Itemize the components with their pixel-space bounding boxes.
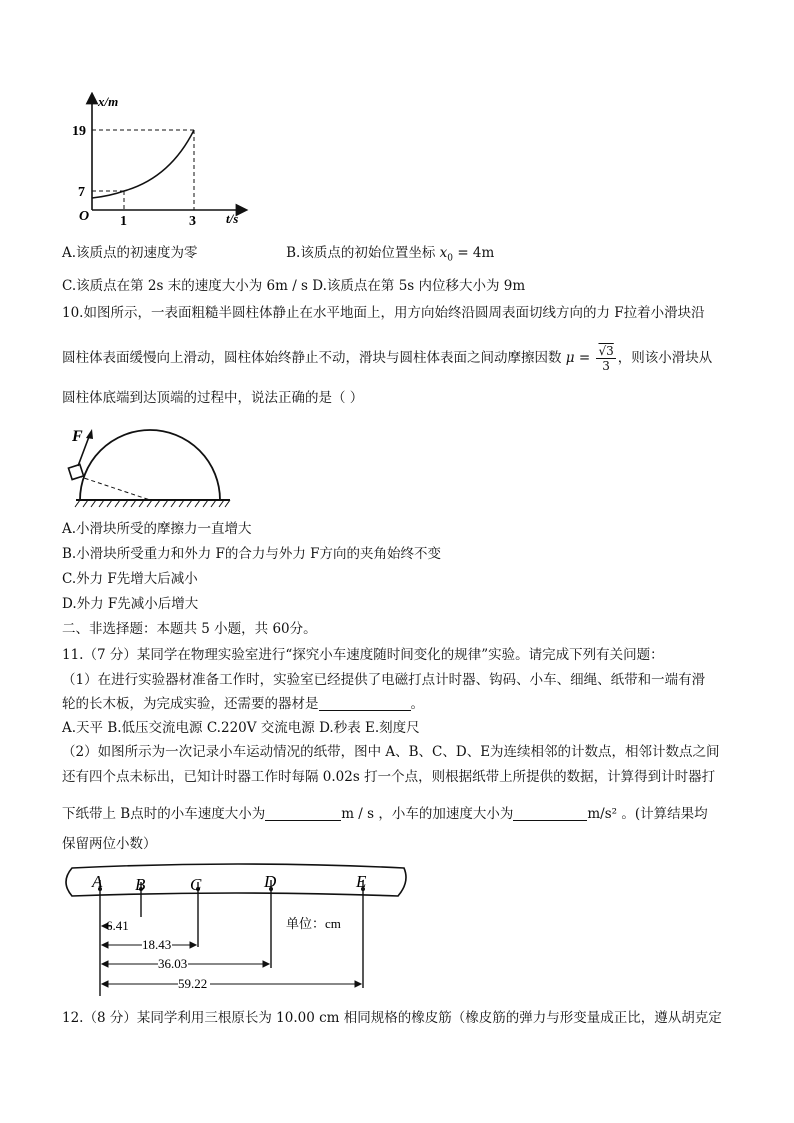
distance-ad: 36.03	[158, 956, 188, 971]
q9-option-d: D.该质点在第 5s 内位移大小为 9m	[312, 278, 526, 294]
mu-fraction: $\frac{√3}{3}$	[598, 344, 614, 373]
q11-line-6: 还有四个点未标出，已知计时器工作时每隔 0.02s 打一个点，则根据纸带上所提供的数据，计算得到计时器打	[62, 769, 716, 785]
answer-blank-3[interactable]	[513, 806, 587, 821]
q10-line-1: 10.如图所示，一表面粗糙半圆柱体静止在水平地面上，用方向始终沿圆周表面切线方向的力 F拉着小滑块沿	[62, 305, 705, 321]
q10-line-3: 圆柱体底端到达顶端的过程中，说法正确的是（ ）	[62, 390, 364, 406]
point-a: A	[92, 872, 103, 891]
tape-ticks	[100, 880, 363, 996]
q12-line-1: 12.（8 分）某同学利用三根原长为 10.00 cm 相同规格的橡皮筋（橡皮筋的弹力与形变量成正比，遵从胡克定	[62, 1010, 722, 1026]
q11-line-3: 轮的长木板，为完成实验，还需要的器材是 。	[62, 696, 424, 712]
y-axis-label: x/m	[98, 94, 119, 109]
q11-line-8: 保留两位小数）	[62, 836, 157, 852]
answer-blank-1[interactable]	[319, 696, 411, 711]
q9-option-c: C.该质点在第 2s 末的速度大小为 6m / s	[62, 278, 308, 294]
mu-symbol: μ =	[565, 350, 591, 366]
q11-line-1: 11.（7 分）某同学在物理实验室进行“探究小车速度随时间变化的规律”实验。请完成下列有关问题：	[62, 647, 664, 663]
q9-option-row-2	[62, 276, 525, 296]
q11-options: A.天平 B.低压交流电源 C.220V 交流电源 D.秒表 E.刻度尺	[62, 720, 420, 736]
point-e: E	[356, 872, 367, 891]
x-axis-label: t/s	[226, 211, 239, 226]
q10-line-2: 圆柱体表面缓慢向上滑动，圆柱体始终静止不动，滑块与圆柱体表面之间动摩擦因数 μ = $\frac{√3}{3}$ ，则该小滑块从	[62, 344, 713, 373]
q9-option-a: A.该质点的初速度为零	[62, 245, 198, 261]
point-c: C	[190, 875, 202, 894]
distance-ab: 6.41	[106, 918, 129, 933]
slider-block	[68, 464, 83, 479]
force-label: F	[72, 428, 83, 445]
unit-label: 单位：cm	[286, 916, 341, 931]
q9-option-row-1	[62, 243, 494, 269]
q9-option-b: B.该质点的初始位置坐标 $x_0 = 4m$	[286, 245, 495, 264]
semicircle	[80, 430, 220, 500]
q11-line-7: 下纸带上 B点时的小车速度大小为 m / s ，小车的加速度大小为 m/s² 。(计算结果均	[62, 806, 708, 822]
force-arrowhead	[86, 429, 93, 439]
y-tick-7: 7	[78, 185, 85, 200]
section-2-heading: 二、非选择题：本题共 5 小题，共 60分。	[62, 621, 317, 637]
radius-dashed	[78, 476, 150, 500]
x-t-graph	[70, 92, 260, 232]
answer-blank-2[interactable]	[265, 806, 341, 821]
q10-option-d: D.外力 F先减小后增大	[62, 596, 199, 612]
tape-outline	[66, 864, 406, 896]
distance-ae: 59.22	[178, 976, 208, 991]
ground-hatch	[75, 500, 230, 507]
measure-arrows	[102, 923, 361, 987]
q10-option-c: C.外力 F先增大后减小	[62, 571, 198, 587]
q11-line-2: （1）在进行实验器材准备工作时，实验室已经提供了电磁打点计时器、钩码、小车、细绳、纸带和一端有滑	[62, 672, 706, 688]
q10-option-b: B.小滑块所受重力和外力 F的合力与外力 F方向的夹角始终不变	[62, 546, 442, 562]
x-tick-1: 1	[120, 214, 127, 229]
distance-ac: 18.43	[142, 937, 172, 952]
q11-line-5: （2）如图所示为一次记录小车运动情况的纸带，图中 A、B、C、D、E为连续相邻的计数点，相邻计数点之间	[62, 744, 720, 760]
origin-label: O	[79, 209, 90, 224]
point-d: D	[264, 872, 277, 891]
semicylinder-figure	[64, 420, 244, 512]
q10-option-a: A.小滑块所受的摩擦力一直增大	[62, 521, 252, 537]
paper-tape-figure	[58, 860, 418, 1000]
y-tick-19: 19	[72, 124, 86, 139]
curve	[92, 130, 194, 198]
x-tick-3: 3	[189, 214, 196, 229]
point-b: B	[135, 875, 146, 894]
